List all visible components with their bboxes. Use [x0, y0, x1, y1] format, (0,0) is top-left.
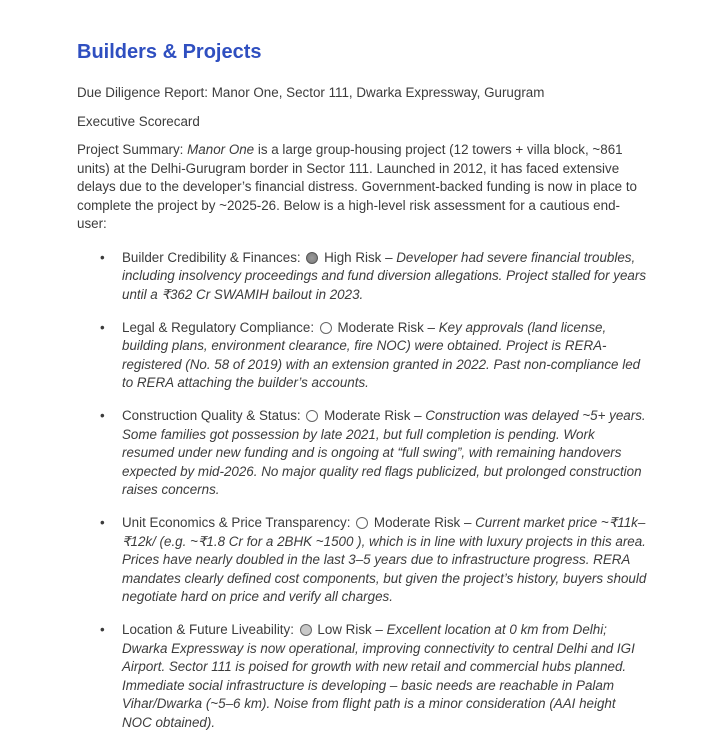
bullet-icon: • [100, 407, 105, 426]
risk-category: Location & Future Liveability: [122, 622, 298, 637]
risk-label: High Risk – [320, 250, 396, 265]
risk-label: Moderate Risk – [334, 320, 439, 335]
risk-detail: Construction was delayed ~5+ years. Some families got possession by late 2021, but full completion is pending. Work resumed under new funding and is ongoing at “full swing”, with remaining handovers expected by mid-2026. No major quality red flags publicized, but prolonged construction raises concerns. [122, 408, 646, 497]
risk-detail: Developer had severe financial troubles, including insolvency proceedings and fund diversion allegations. Project stalled for years until a ₹362 Cr SWAMIH bailout in 2023. [122, 250, 646, 302]
risk-item-legal-compliance [122, 319, 648, 393]
high-risk-circle-icon [306, 252, 318, 264]
risk-list [77, 249, 648, 732]
risk-item-unit-economics [122, 514, 648, 607]
section-heading: Executive Scorecard [77, 113, 648, 132]
moderate-risk-circle-icon [320, 322, 332, 334]
risk-label: Moderate Risk – [370, 515, 475, 530]
moderate-risk-circle-icon [356, 517, 368, 529]
risk-label: Low Risk – [314, 622, 387, 637]
bullet-icon: • [100, 319, 105, 338]
risk-item-builder-credibility [122, 249, 648, 305]
summary-prefix: Project Summary: [77, 142, 187, 157]
risk-label: Moderate Risk – [320, 408, 425, 423]
bullet-icon: • [100, 249, 105, 268]
risk-item-construction-quality [122, 407, 648, 500]
page-title: Builders & Projects [77, 40, 648, 64]
risk-detail: Excellent location at 0 km from Delhi; Dwarka Expressway is now operational, improving connectivity to central Delhi and IGI Airport. Sector 111 is poised for growth with new retail and commercial hubs planned. Immediate social infrastructure is developing – basic needs are reachable in Palam Vihar/Dwarka (~5–6 km). Noise from flight path is a minor consideration (AAI height NOC obtained). [122, 622, 635, 730]
moderate-risk-circle-icon [306, 410, 318, 422]
report-subtitle: Due Diligence Report: Manor One, Sector 111, Dwarka Expressway, Gurugram [77, 84, 648, 103]
summary-body: is a large group-housing project (12 towers + villa block, ~861 units) at the Delhi-Gurugram border in Sector 111. Launched in 2012, it has faced extensive delays due to the developer’s financial distress. Government-backed funding is now in place to complete the project by ~2025-26. Below is a high-level risk assessment for a cautious end-user: [77, 142, 637, 231]
project-name: Manor One [187, 142, 254, 157]
risk-detail: Current market price ~₹11k–₹12k/ (e.g. ~₹1.8 Cr for a 2BHK ~1500 ), which is in line with luxury projects in this area. Prices have nearly doubled in the last 3–5 years due to infrastructure progress. RERA mandates clearly defined cost components, but given the project’s history, buyers should negotiate hard on price and verify all charges. [122, 515, 646, 604]
risk-item-location-liveability [122, 621, 648, 732]
bullet-icon: • [100, 514, 105, 533]
risk-category: Builder Credibility & Finances: [122, 250, 304, 265]
bullet-icon: • [100, 621, 105, 640]
risk-category: Unit Economics & Price Transparency: [122, 515, 354, 530]
risk-category: Construction Quality & Status: [122, 408, 304, 423]
project-summary [77, 141, 648, 234]
risk-category: Legal & Regulatory Compliance: [122, 320, 318, 335]
risk-detail: Key approvals (land license, building plans, environment clearance, fire NOC) were obtained. Project is RERA-registered (No. 58 of 2019) with an extension granted in 2022. Past non-compliance led to RERA attaching the builder’s accounts. [122, 320, 640, 391]
low-risk-circle-icon [300, 624, 312, 636]
